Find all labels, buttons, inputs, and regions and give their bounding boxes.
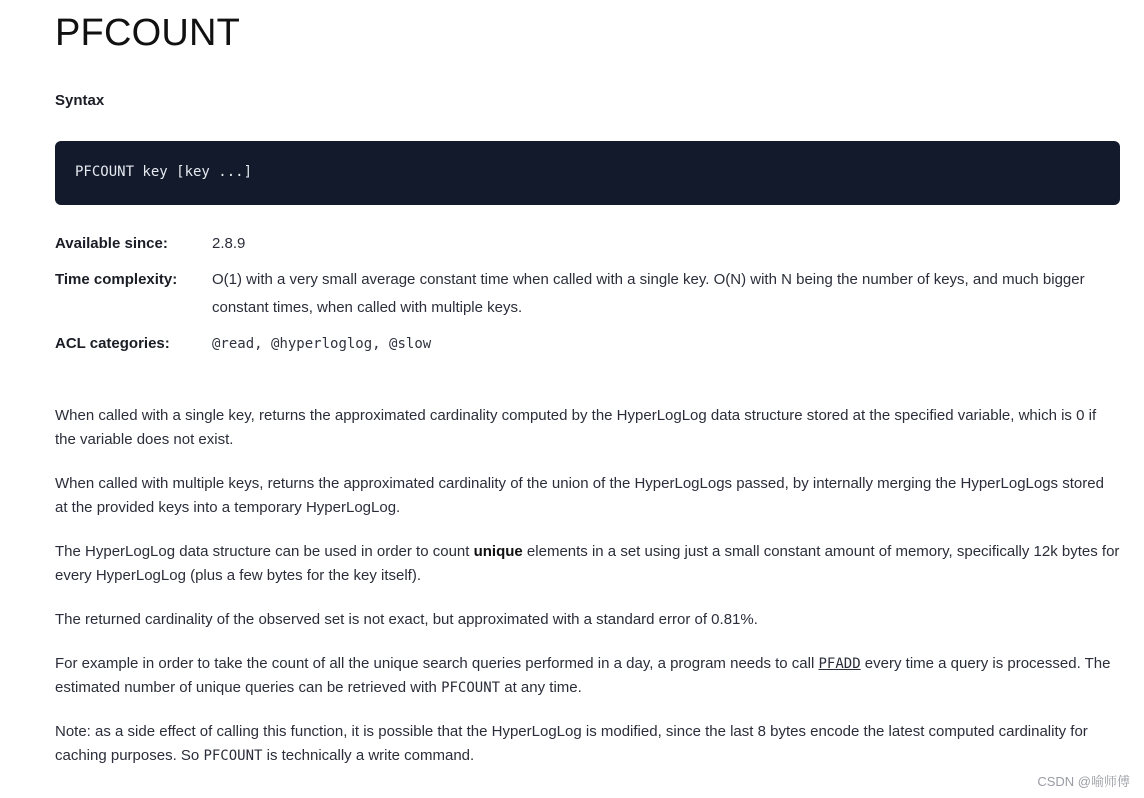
pfcount-inline-code: PFCOUNT bbox=[203, 748, 263, 764]
pfcount-inline-code: PFCOUNT bbox=[441, 680, 501, 696]
available-since-value: 2.8.9 bbox=[212, 235, 246, 252]
available-since-label: Available since: bbox=[55, 235, 168, 252]
p5-text-after: at any time. bbox=[500, 679, 582, 696]
acl-category-hyperloglog: @hyperloglog bbox=[271, 336, 373, 352]
acl-category-slow: @slow bbox=[389, 336, 432, 352]
meta-row-acl bbox=[55, 330, 1120, 358]
acl-separator: , bbox=[254, 336, 272, 352]
acl-categories-label: ACL categories: bbox=[55, 335, 170, 352]
description bbox=[55, 404, 1120, 788]
time-complexity-value: O(1) with a very small average constant time when called with a single key. O(N) with N being the number of keys, and much bigger constant times, when called with multiple keys. bbox=[212, 271, 1085, 316]
time-complexity-label: Time complexity: bbox=[55, 271, 178, 288]
paragraph-memory bbox=[55, 540, 1120, 588]
p3-text-after: elements in a set using just a small constant amount of memory, specifically 12k bytes for every HyperLogLog (plus a few bytes for the key itself). bbox=[55, 543, 1120, 584]
p3-text-before: The HyperLogLog data structure can be used in order to count bbox=[55, 543, 474, 560]
paragraph-note bbox=[55, 720, 1120, 768]
paragraph-multiple-keys: When called with multiple keys, returns the approximated cardinality of the union of the HyperLogLogs passed, by internally merging the HyperLogLogs stored at the provided keys into a temporary HyperLogLog. bbox=[55, 475, 1104, 516]
syntax-code: PFCOUNT key [key ...] bbox=[75, 164, 253, 180]
syntax-heading: Syntax bbox=[55, 92, 105, 109]
command-metadata bbox=[55, 230, 1120, 366]
acl-category-read: @read bbox=[212, 336, 255, 352]
acl-separator: , bbox=[372, 336, 390, 352]
p6-text-before: Note: as a side effect of calling this function, it is possible that the HyperLogLog is modified, since the last 8 bytes encode the latest computed cardinality for caching purposes. So bbox=[55, 723, 1088, 764]
paragraph-single-key: When called with a single key, returns the approximated cardinality computed by the HyperLogLog data structure stored at the specified variable, which is 0 if the variable does not exist. bbox=[55, 407, 1097, 448]
meta-row-time-complexity bbox=[55, 266, 1120, 322]
paragraph-standard-error: The returned cardinality of the observed set is not exact, but approximated with a standard error of 0.81%. bbox=[55, 611, 758, 628]
syntax-code-block bbox=[55, 141, 1120, 205]
p5-text-middle: every time a query is processed. The estimated number of unique queries can be retrieved with bbox=[55, 655, 1111, 696]
csdn-watermark: CSDN @喻师傅 bbox=[1037, 774, 1130, 789]
emphasis-unique: unique bbox=[473, 543, 523, 560]
p6-text-after: is technically a write command. bbox=[262, 747, 475, 764]
pfadd-link[interactable]: PFADD bbox=[818, 656, 861, 672]
p5-text-before: For example in order to take the count of all the unique search queries performed in a day, a program needs to call bbox=[55, 655, 819, 672]
page-title: PFCOUNT bbox=[55, 12, 241, 54]
acl-categories-value bbox=[212, 330, 1120, 358]
paragraph-example bbox=[55, 652, 1120, 700]
meta-row-available-since bbox=[55, 230, 1120, 258]
